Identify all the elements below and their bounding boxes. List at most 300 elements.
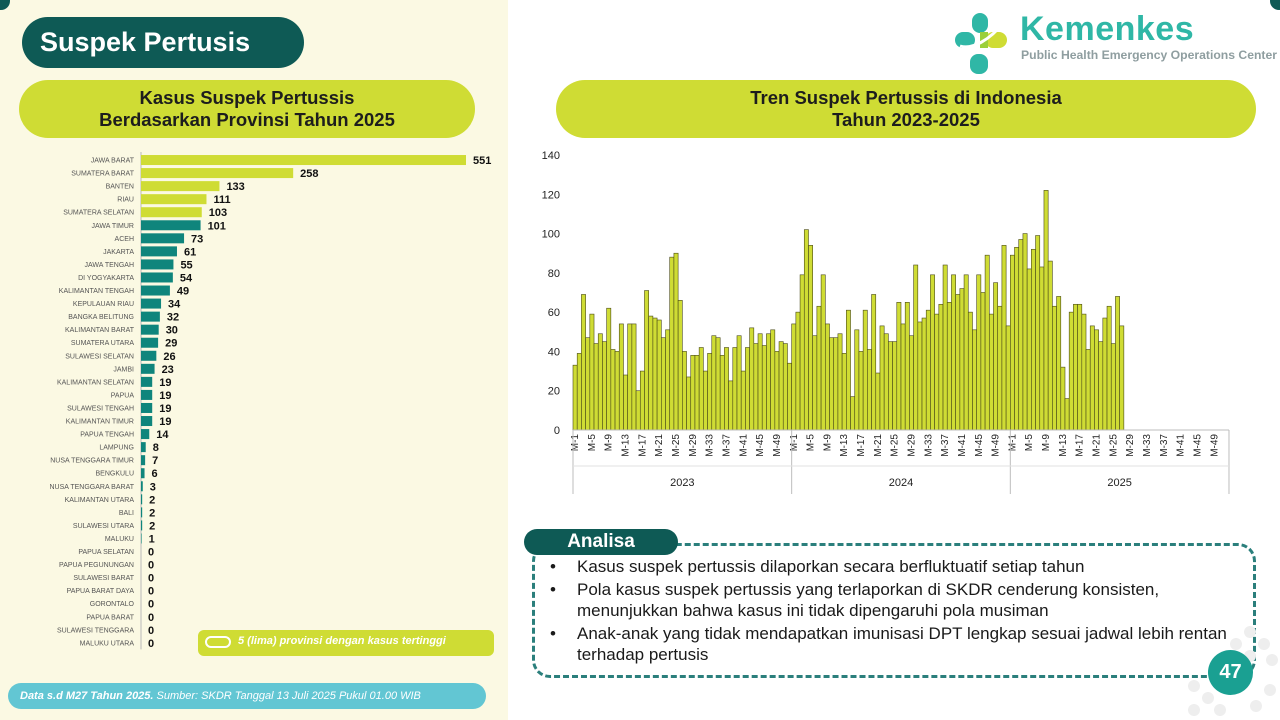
trend-bar — [935, 314, 939, 430]
analysis-item: • Pola kasus suspek pertussis yang terlaporkan di SKDR cenderung konsisten, menunjukkan bahwa kasus ini tidak dipengaruhi pola musiman — [548, 579, 1248, 622]
trend-bar — [855, 330, 859, 430]
trend-bar — [1107, 306, 1111, 430]
province-bar — [141, 390, 152, 400]
trend-bar — [817, 306, 821, 430]
province-value-label: 30 — [165, 324, 178, 337]
trend-bar — [783, 344, 787, 430]
week-label: M-37 — [721, 434, 733, 457]
analysis-item: • Kasus suspek pertussis dilaporkan secara berfluktuatif setiap tahun — [548, 556, 1248, 578]
trend-bar — [821, 275, 825, 430]
trend-bar — [611, 349, 615, 430]
province-value-label: 0 — [148, 546, 155, 559]
y-tick-label: 40 — [547, 346, 560, 359]
analysis-list — [548, 556, 1248, 667]
trend-bar — [1057, 296, 1061, 430]
legend — [198, 630, 494, 656]
trend-bar — [720, 355, 724, 430]
province-label: PAPUA BARAT — [86, 614, 134, 622]
province-label: BALI — [118, 509, 134, 517]
trend-bar — [775, 351, 779, 430]
province-bar — [141, 207, 202, 217]
province-label: NUSA TENGGARA TIMUR — [50, 457, 134, 465]
province-label: BANTEN — [105, 183, 134, 191]
trend-bar — [602, 342, 606, 430]
province-value-label: 34 — [168, 298, 181, 311]
page-title: Suspek Pertusis — [22, 17, 304, 68]
week-label: M-37 — [1158, 434, 1170, 457]
province-value-label: 2 — [149, 494, 156, 507]
province-label: SULAWESI SELATAN — [65, 353, 134, 361]
page-number: 47 — [1208, 650, 1253, 695]
week-label: M-25 — [671, 434, 683, 457]
province-value-label: 61 — [183, 246, 197, 259]
trend-bar — [661, 338, 665, 430]
week-label: M-29 — [1125, 434, 1137, 457]
y-tick-label: 100 — [541, 228, 560, 241]
trend-bar — [943, 265, 947, 430]
province-label: PAPUA PEGUNUNGAN — [59, 562, 134, 570]
y-tick-label: 0 — [553, 425, 560, 437]
province-label: DI YOGYAKARTA — [78, 274, 134, 282]
trend-bar — [977, 275, 981, 430]
trend-bar — [1099, 342, 1103, 430]
trend-bar — [636, 391, 640, 430]
province-label: SULAWESI BARAT — [73, 575, 134, 583]
trend-bar — [1036, 236, 1040, 430]
week-label: M-17 — [1074, 434, 1086, 457]
province-value-label: 101 — [207, 220, 226, 233]
province-label: SUMATERA UTARA — [70, 340, 134, 348]
province-label: JAWA BARAT — [90, 157, 134, 165]
province-bar — [141, 168, 293, 178]
province-value-label: 0 — [148, 637, 155, 650]
week-label: M-41 — [956, 434, 968, 457]
year-label: 2025 — [1107, 477, 1132, 489]
province-value-label: 19 — [159, 402, 172, 415]
year-label: 2024 — [888, 477, 914, 489]
province-value-label: 73 — [191, 233, 204, 246]
trend-bar — [594, 344, 598, 430]
trend-bar — [914, 265, 918, 430]
province-label: GORONTALO — [89, 601, 134, 609]
trend-chart-title-line2: Tahun 2023-2025 — [832, 109, 980, 130]
province-bar — [141, 481, 143, 491]
trend-bar — [695, 355, 699, 430]
province-value-label: 0 — [148, 611, 155, 624]
province-label: SUMATERA BARAT — [71, 170, 134, 178]
province-label: KALIMANTAN SELATAN — [56, 379, 134, 387]
trend-bar — [653, 318, 657, 430]
trend-bar — [851, 397, 855, 430]
trend-bar — [741, 371, 745, 430]
province-value-label: 6 — [151, 468, 158, 481]
province-bar — [141, 442, 146, 452]
province-label: MALUKU — [104, 535, 134, 543]
trend-bar — [813, 336, 817, 430]
trend-bar — [703, 371, 707, 430]
trend-bar — [956, 294, 960, 430]
trend-bar — [968, 312, 972, 430]
province-bar — [141, 377, 152, 387]
trend-bar — [998, 306, 1002, 430]
week-label: M-49 — [771, 434, 783, 457]
y-tick-label: 80 — [547, 267, 560, 280]
trend-bar — [1120, 326, 1124, 430]
province-label: RIAU — [117, 196, 134, 204]
province-bar — [141, 246, 177, 256]
trend-bar — [846, 310, 850, 430]
trend-bar — [926, 310, 930, 430]
province-label: ACEH — [114, 235, 134, 243]
trend-bar — [1065, 399, 1069, 430]
province-chart-title — [19, 80, 475, 138]
trend-bar — [1103, 318, 1107, 430]
province-label: PAPUA BARAT DAYA — [66, 588, 134, 596]
week-label: M-37 — [940, 434, 952, 457]
trend-bar — [830, 338, 834, 430]
trend-bar — [905, 302, 909, 430]
trend-bar — [674, 253, 678, 430]
week-label: M-41 — [1175, 434, 1187, 457]
province-bar — [141, 272, 173, 282]
trend-bar — [733, 348, 737, 431]
trend-bar — [951, 275, 955, 430]
province-bar — [141, 194, 206, 204]
trend-bar — [649, 316, 653, 430]
trend-bar — [893, 342, 897, 430]
province-label: SULAWESI TENGAH — [67, 405, 134, 413]
province-label: SUMATERA SELATAN — [63, 209, 134, 217]
legend-swatch — [205, 636, 231, 648]
trend-bar — [657, 320, 661, 430]
province-value-label: 0 — [148, 624, 155, 637]
trend-bar — [766, 334, 770, 430]
province-label: KALIMANTAN BARAT — [65, 327, 134, 335]
week-label: M-17 — [637, 434, 649, 457]
trend-bar — [623, 375, 627, 430]
trend-bar — [1023, 234, 1027, 430]
trend-bar — [750, 328, 754, 430]
province-value-label: 111 — [213, 194, 231, 207]
province-value-label: 0 — [148, 585, 155, 598]
province-bar — [141, 364, 155, 374]
trend-bar — [1044, 190, 1048, 430]
trend-bar — [1040, 267, 1044, 430]
week-label: M-21 — [654, 434, 666, 457]
province-bar — [141, 351, 156, 361]
corner-decoration — [1270, 0, 1280, 10]
province-label: BANGKA BELITUNG — [68, 314, 134, 322]
province-bar — [141, 259, 173, 269]
trend-bar — [1006, 326, 1010, 430]
province-value-label: 0 — [148, 598, 155, 611]
province-value-label: 23 — [161, 363, 174, 376]
trend-bar — [1082, 314, 1086, 430]
week-label: M-41 — [738, 434, 750, 457]
province-value-label: 3 — [149, 481, 156, 494]
trend-bar — [1086, 349, 1090, 430]
week-label: M-45 — [755, 434, 767, 457]
province-label: BENGKULU — [95, 470, 134, 478]
trend-bar — [901, 324, 905, 430]
province-label: LAMPUNG — [99, 444, 134, 452]
trend-bar — [863, 310, 867, 430]
week-label: M-13 — [620, 434, 632, 457]
trend-bar — [1111, 344, 1115, 430]
province-bar — [141, 520, 142, 530]
week-label: M-45 — [1192, 434, 1204, 457]
trend-bar — [666, 330, 670, 430]
trend-bar — [909, 336, 913, 430]
trend-bar — [737, 336, 741, 430]
province-label: MALUKU UTARA — [79, 640, 134, 648]
trend-bar — [712, 336, 716, 430]
province-label: SULAWESI TENGGARA — [56, 627, 134, 635]
trend-bar — [1002, 245, 1006, 430]
trend-bar — [1069, 312, 1073, 430]
trend-bar — [573, 365, 577, 430]
trend-bar — [687, 377, 691, 430]
trend-bar — [590, 314, 594, 430]
logo-name: Kemenkes — [1020, 10, 1195, 48]
trend-chart-title — [556, 80, 1256, 138]
analysis-item: • Anak-anak yang tidak mendapatkan imunisasi DPT lengkap sesuai jadwal lebih rentan terhadap pertusis — [548, 623, 1248, 666]
trend-bar — [939, 304, 943, 430]
trend-bar — [640, 371, 644, 430]
week-label: M-17 — [856, 434, 868, 457]
trend-bar — [930, 275, 934, 430]
province-value-label: 2 — [149, 507, 156, 520]
week-label: M-29 — [906, 434, 918, 457]
trend-bar — [918, 322, 922, 430]
trend-bar — [678, 300, 682, 430]
week-label: M-5 — [1024, 434, 1036, 452]
trend-bar — [796, 312, 800, 430]
trend-bar — [1073, 304, 1077, 430]
province-value-label: 14 — [156, 429, 169, 442]
trend-bar — [947, 302, 951, 430]
province-bar — [141, 220, 201, 230]
legend-text: 5 (lima) provinsi dengan kasus tertinggi — [238, 635, 446, 647]
trend-bar — [682, 351, 686, 430]
trend-bar — [867, 349, 871, 430]
province-label: JAWA TENGAH — [84, 261, 134, 269]
province-bar — [141, 403, 152, 413]
trend-bar — [1048, 261, 1052, 430]
province-bar — [141, 312, 160, 322]
trend-bar — [859, 351, 863, 430]
trend-bar — [644, 291, 648, 430]
province-value-label: 7 — [152, 455, 159, 468]
trend-bar — [581, 294, 585, 430]
trend-bar — [880, 326, 884, 430]
trend-bar — [1061, 367, 1065, 430]
province-value-label: 133 — [226, 181, 245, 194]
logo-subtitle: Public Health Emergency Operations Center — [1021, 48, 1278, 62]
trend-bar — [1094, 330, 1098, 430]
trend-bar — [1027, 269, 1031, 430]
province-label: KALIMANTAN UTARA — [64, 496, 134, 504]
week-label: M-1 — [570, 434, 582, 452]
trend-bar — [699, 348, 703, 431]
province-bar — [141, 181, 219, 191]
trend-bar — [888, 342, 892, 430]
trend-bar — [1031, 249, 1035, 430]
week-label: M-9 — [603, 434, 615, 452]
trend-bar — [972, 330, 976, 430]
province-chart-title-line2: Berdasarkan Provinsi Tahun 2025 — [99, 109, 395, 130]
week-label: M-9 — [1041, 434, 1053, 452]
trend-bar — [1052, 306, 1056, 430]
trend-bar — [960, 289, 964, 430]
kemenkes-logo-icon — [952, 10, 1018, 76]
province-chart-title-line1: Kasus Suspek Pertussis — [139, 87, 355, 108]
week-label: M-5 — [586, 434, 598, 452]
province-bar — [141, 507, 142, 517]
province-value-label: 258 — [300, 168, 319, 181]
week-label: M-9 — [822, 434, 834, 452]
week-label: M-5 — [805, 434, 817, 452]
trend-bar — [792, 324, 796, 430]
province-bar — [141, 533, 142, 543]
province-label: JAWA TIMUR — [91, 222, 134, 230]
trend-bar — [586, 338, 590, 430]
trend-bar — [985, 255, 989, 430]
trend-bar — [838, 334, 842, 430]
province-bar — [141, 286, 170, 296]
trend-bar — [964, 275, 968, 430]
trend-bar — [745, 348, 749, 431]
province-label: PAPUA — [110, 392, 134, 400]
week-label: M-21 — [1091, 434, 1103, 457]
trend-bar — [842, 353, 846, 430]
province-label: JAKARTA — [103, 248, 134, 256]
province-bar — [141, 468, 145, 478]
province-bar-chart — [0, 150, 508, 650]
trend-bar — [758, 334, 762, 430]
trend-bar — [754, 344, 758, 430]
province-value-label: 49 — [176, 285, 190, 298]
y-tick-label: 140 — [541, 150, 560, 162]
trend-bar — [691, 355, 695, 430]
province-bar — [141, 455, 145, 465]
trend-bar — [876, 373, 880, 430]
province-label: SULAWESI UTARA — [72, 522, 134, 530]
trend-bar — [762, 346, 766, 430]
trend-bar — [607, 308, 611, 430]
province-bar — [141, 338, 158, 348]
trend-bar — [994, 283, 998, 430]
trend-bar — [1019, 239, 1023, 430]
trend-bar-chart — [530, 145, 1250, 505]
province-value-label: 55 — [180, 259, 193, 272]
y-tick-label: 20 — [547, 385, 560, 398]
footer-source — [8, 683, 486, 709]
trend-bar — [872, 294, 876, 430]
trend-bar — [779, 342, 783, 430]
province-value-label: 551 — [473, 155, 492, 168]
week-label: M-49 — [990, 434, 1002, 457]
trend-bar — [577, 353, 581, 430]
trend-bar — [897, 302, 901, 430]
province-bar — [141, 429, 149, 439]
y-tick-label: 120 — [541, 189, 560, 202]
province-value-label: 19 — [159, 376, 172, 389]
province-value-label: 54 — [179, 272, 193, 285]
province-value-label: 19 — [159, 416, 172, 429]
province-label: KALIMANTAN TIMUR — [65, 418, 134, 426]
province-value-label: 32 — [166, 311, 180, 324]
province-value-label: 29 — [165, 337, 178, 350]
trend-bar — [670, 257, 674, 430]
province-label: PAPUA SELATAN — [78, 549, 134, 557]
analysis-tag: Analisa — [524, 529, 678, 555]
trend-bar — [922, 318, 926, 430]
week-label: M-21 — [872, 434, 884, 457]
province-value-label: 2 — [149, 520, 156, 533]
week-label: M-33 — [1141, 434, 1153, 457]
trend-bar — [800, 275, 804, 430]
trend-bar — [1090, 326, 1094, 430]
trend-bar — [787, 363, 791, 430]
province-bar — [141, 299, 161, 309]
province-bar — [141, 233, 184, 243]
province-value-label: 26 — [163, 350, 176, 363]
trend-bar — [1015, 247, 1019, 430]
y-tick-label: 60 — [547, 307, 560, 320]
week-label: M-1 — [788, 434, 800, 452]
trend-bar — [619, 324, 623, 430]
trend-bar — [628, 324, 632, 430]
week-label: M-1 — [1007, 434, 1019, 452]
trend-bar — [729, 381, 733, 430]
trend-chart-title-line1: Tren Suspek Pertussis di Indonesia — [750, 87, 1062, 108]
trend-bar — [808, 245, 812, 430]
trend-bar — [1115, 296, 1119, 430]
province-bar — [141, 155, 466, 165]
province-label: PAPUA TENGAH — [80, 431, 134, 439]
trend-bar — [804, 230, 808, 430]
province-label: KALIMANTAN TENGAH — [58, 288, 134, 296]
trend-bar — [834, 338, 838, 430]
trend-bar — [981, 293, 985, 431]
province-label: KEPULAUAN RIAU — [72, 301, 134, 309]
trend-bar — [771, 330, 775, 430]
trend-bar — [825, 324, 829, 430]
trend-bar — [724, 348, 728, 431]
week-label: M-33 — [923, 434, 935, 457]
province-bar — [141, 494, 142, 504]
province-value-label: 1 — [148, 533, 155, 546]
province-value-label: 8 — [152, 442, 159, 455]
week-label: M-13 — [1057, 434, 1069, 457]
footer-rest: Sumber: SKDR Tanggal 13 Juli 2025 Pukul 01.00 WIB — [153, 690, 421, 702]
province-label: JAMBI — [113, 366, 134, 374]
week-label: M-13 — [839, 434, 851, 457]
footer-bold: Data s.d M27 Tahun 2025. — [20, 690, 154, 702]
province-bar — [141, 325, 159, 335]
week-label: M-49 — [1209, 434, 1221, 457]
trend-bar — [632, 324, 636, 430]
trend-bar — [1078, 304, 1082, 430]
trend-bar — [989, 314, 993, 430]
week-label: M-33 — [704, 434, 716, 457]
kemenkes-logo — [952, 10, 1278, 76]
province-label: NUSA TENGGARA BARAT — [49, 483, 134, 491]
province-bar — [141, 416, 152, 426]
week-label: M-25 — [1108, 434, 1120, 457]
trend-bar — [615, 351, 619, 430]
